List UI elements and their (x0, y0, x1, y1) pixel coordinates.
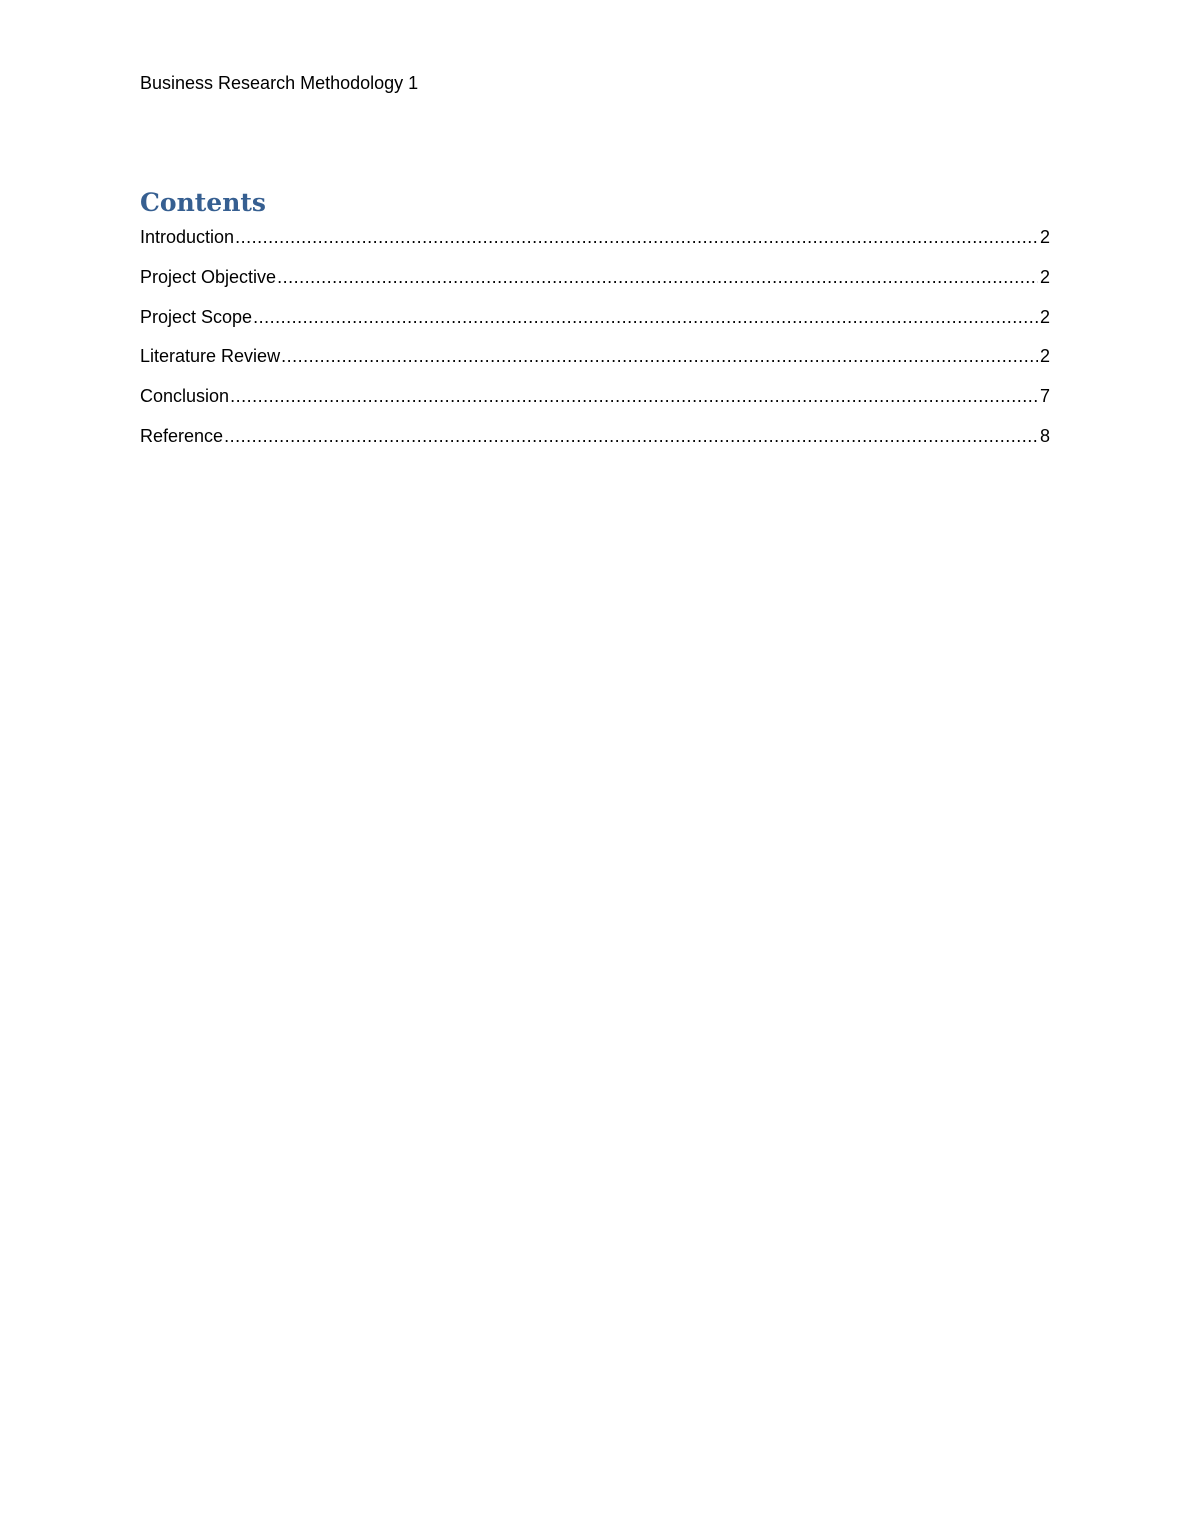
toc-entry-project-objective[interactable] (140, 265, 1050, 305)
toc-entry-label: Introduction (140, 227, 235, 247)
toc-entry-label: Literature Review (140, 346, 281, 367)
toc-dot-leader (281, 344, 1038, 368)
toc-entry-page-number: 7 (1039, 386, 1050, 407)
running-header: Business Research Methodology 1 (140, 73, 419, 93)
toc-entry-page-number: 2 (1039, 346, 1050, 367)
toc-entry-page-number: 2 (1039, 306, 1050, 327)
toc-entry-page-number: 8 (1039, 425, 1050, 446)
toc-entry-reference[interactable] (140, 424, 1050, 464)
toc-dot-leader (230, 384, 1038, 408)
toc-entry-label: Project Objective (140, 266, 277, 287)
table-of-contents (140, 225, 1050, 464)
toc-entry-project-scope[interactable] (140, 305, 1050, 345)
toc-dot-leader (277, 265, 1038, 289)
toc-dot-leader (235, 225, 1038, 249)
toc-entry-page-number: 2 (1039, 227, 1050, 247)
toc-entry-conclusion[interactable] (140, 384, 1050, 424)
toc-entry-page-number: 2 (1039, 266, 1050, 287)
toc-entry-label: Project Scope (140, 306, 253, 327)
toc-entry-label: Reference (140, 425, 224, 446)
toc-heading: Contents (140, 188, 267, 217)
toc-dot-leader (253, 305, 1038, 329)
toc-entry-introduction[interactable] (140, 225, 1050, 265)
toc-entry-label: Conclusion (140, 386, 230, 407)
toc-dot-leader (224, 424, 1038, 448)
toc-entry-literature-review[interactable] (140, 344, 1050, 384)
